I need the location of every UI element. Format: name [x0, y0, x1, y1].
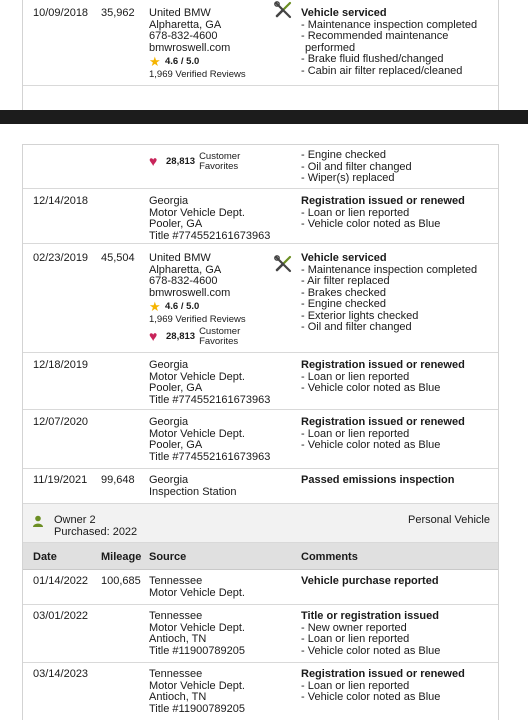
wrench-screwdriver-icon	[274, 255, 292, 273]
favorites-count: 28,813	[166, 330, 196, 342]
record-source	[149, 8, 246, 81]
record-comments	[301, 417, 465, 452]
favorites-label-line: Customer	[199, 325, 241, 337]
comment-line: - Air filter replaced	[301, 275, 390, 287]
source-line: Tennessee	[149, 610, 203, 622]
comment-line: - Loan or lien reported	[301, 206, 410, 219]
comment-line: - Vehicle color noted as Blue	[301, 691, 441, 703]
star-icon: ★	[149, 299, 161, 315]
source-line: Pooler, GA	[149, 439, 203, 451]
favorites-count: 28,813	[166, 156, 196, 168]
favorites-label	[199, 152, 240, 172]
header-date: Date	[33, 551, 57, 563]
source-line: Georgia	[149, 359, 189, 371]
comment-title: Vehicle purchase reported	[301, 575, 439, 587]
source-website-link[interactable]: bmwroswell.com	[149, 286, 231, 299]
owner-vehicle-type: Personal Vehicle	[408, 514, 490, 526]
record-comments	[301, 576, 439, 588]
record-comments	[301, 150, 412, 185]
screenshot-divider	[0, 110, 528, 124]
table-row	[23, 605, 498, 663]
record-date: 01/14/2022	[33, 575, 89, 587]
record-date: 02/23/2019	[33, 252, 89, 264]
record-date: 03/14/2023	[33, 668, 89, 680]
source-line: Pooler, GA	[149, 382, 203, 394]
source-name-link[interactable]: United BMW	[149, 252, 211, 264]
comment-title: Passed emissions inspection	[301, 474, 455, 486]
comment-title: Registration issued or renewed	[301, 359, 465, 371]
source-line: Alpharetta, GA	[149, 18, 222, 31]
source-rating[interactable]	[149, 300, 246, 314]
source-phone[interactable]: 678-832-4600	[149, 275, 218, 287]
history-panel	[22, 144, 499, 720]
comment-title: Vehicle serviced	[301, 7, 387, 19]
source-line: Inspection Station	[149, 485, 237, 498]
comment-line: performed	[305, 41, 356, 54]
comment-line: - Vehicle color noted as Blue	[301, 439, 441, 451]
record-date: 11/19/2021	[33, 474, 88, 486]
table-row	[23, 189, 498, 244]
comment-title: Registration issued or renewed	[301, 416, 465, 428]
comment-line: - Wiper(s) replaced	[301, 172, 395, 184]
heart-icon: ♥	[149, 327, 158, 344]
header-source: Source	[149, 551, 187, 563]
table-row	[23, 570, 498, 605]
comment-line: - Vehicle color noted as Blue	[301, 644, 441, 657]
record-source	[149, 611, 245, 657]
source-line: Tennessee	[149, 575, 203, 587]
person-icon	[32, 515, 44, 527]
table-row	[23, 145, 498, 189]
rating-value: 4.6 / 5.0	[165, 301, 200, 313]
source-line: Motor Vehicle Dept.	[149, 427, 245, 440]
owner-title: Owner 2	[54, 514, 96, 526]
record-source	[149, 669, 245, 715]
source-line: Antioch, TN	[149, 691, 207, 703]
record-source	[149, 417, 270, 463]
source-line: Georgia	[149, 416, 189, 428]
record-source	[149, 196, 270, 242]
source-line: Motor Vehicle Dept.	[149, 621, 245, 634]
comment-line: - Vehicle color noted as Blue	[301, 218, 441, 230]
record-date: 03/01/2022	[33, 610, 89, 622]
source-line: Title #774552161673963	[149, 450, 271, 463]
comment-title: Registration issued or renewed	[301, 195, 465, 207]
table-row	[23, 410, 498, 469]
heart-icon: ♥	[149, 153, 158, 170]
record-comments	[301, 475, 454, 487]
source-line: Title #774552161673963	[149, 393, 271, 406]
table-row	[23, 469, 498, 504]
comment-line: - Loan or lien reported	[301, 370, 410, 383]
source-line: Motor Vehicle Dept.	[149, 370, 245, 383]
favorites-label-line: Favorites	[199, 335, 239, 347]
record-mileage: 100,685	[101, 575, 141, 587]
comment-line: - Exterior lights checked	[301, 309, 419, 322]
comment-line: - Loan or lien reported	[301, 679, 410, 692]
table-header	[23, 543, 498, 570]
source-phone[interactable]: 678-832-4600	[149, 30, 218, 42]
favorites-label-line: Favorites	[199, 161, 239, 172]
record-date: 10/09/2018	[33, 7, 89, 19]
record-comments	[301, 196, 465, 231]
comment-line: - Vehicle color noted as Blue	[301, 382, 441, 394]
favorites-label	[199, 327, 240, 347]
table-row	[23, 663, 498, 720]
owner-purchased: Purchased: 2022	[54, 526, 138, 538]
source-line: Georgia	[149, 195, 189, 207]
record-comments	[301, 669, 465, 704]
history-panel-top	[22, 0, 499, 110]
comment-line: - Oil and filter changed	[301, 321, 412, 333]
record-comments	[301, 360, 465, 395]
record-comments	[301, 8, 477, 77]
table-row	[23, 353, 498, 410]
comment-title: Vehicle serviced	[301, 252, 387, 264]
comment-line: - Maintenance inspection completed	[301, 263, 478, 276]
comment-line: - Maintenance inspection completed	[301, 18, 478, 31]
comment-line: - Recommended maintenance	[301, 30, 449, 42]
table-row	[23, 0, 498, 86]
header-mileage: Mileage	[101, 551, 142, 563]
source-line: Motor Vehicle Dept.	[149, 586, 245, 599]
customer-favorites[interactable]	[149, 152, 240, 172]
comment-line: - Loan or lien reported	[301, 633, 410, 645]
comment-line: - Engine checked	[301, 298, 386, 310]
comment-title: Title or registration issued	[301, 610, 439, 622]
comment-line: - Engine checked	[301, 149, 386, 161]
source-line: Title #774552161673963	[149, 229, 271, 242]
verified-reviews: 1,969 Verified Reviews	[149, 314, 246, 325]
customer-favorites[interactable]	[149, 327, 246, 347]
owner-2-header	[23, 504, 498, 543]
comment-line: - Oil and filter changed	[301, 160, 412, 173]
record-source	[149, 576, 245, 599]
source-line: Tennessee	[149, 668, 203, 680]
source-website-link[interactable]: bmwroswell.com	[149, 41, 231, 54]
record-date: 12/14/2018	[33, 195, 89, 207]
comment-title: Registration issued or renewed	[301, 668, 465, 680]
record-date: 12/18/2019	[33, 359, 89, 371]
record-source	[149, 151, 240, 172]
source-line: Title #11900789205	[149, 644, 246, 657]
comment-line: - Brake fluid flushed/changed	[301, 53, 444, 65]
source-line: Pooler, GA	[149, 218, 203, 230]
source-line: Georgia	[149, 474, 189, 486]
star-icon: ★	[149, 54, 161, 70]
source-line: Antioch, TN	[149, 633, 207, 645]
comment-line: - Cabin air filter replaced/cleaned	[301, 64, 463, 77]
record-mileage: 99,648	[101, 474, 135, 486]
favorites-label-line: Customer	[199, 151, 241, 162]
rating-value: 4.6 / 5.0	[165, 56, 200, 68]
table-row	[23, 244, 498, 353]
record-comments	[301, 611, 440, 657]
record-source	[149, 475, 236, 498]
comment-line: - Brakes checked	[301, 286, 386, 299]
wrench-screwdriver-icon	[274, 1, 292, 19]
record-mileage: 35,962	[101, 7, 135, 19]
comment-line: - New owner reported	[301, 621, 407, 634]
source-line: Motor Vehicle Dept.	[149, 679, 245, 692]
record-mileage: 45,504	[101, 252, 135, 264]
source-rating[interactable]	[149, 55, 246, 69]
comment-line: - Loan or lien reported	[301, 427, 410, 440]
source-name-link[interactable]: United BMW	[149, 7, 211, 19]
source-line: Alpharetta, GA	[149, 263, 222, 276]
header-comments: Comments	[301, 551, 358, 563]
source-line: Motor Vehicle Dept.	[149, 206, 245, 219]
record-source	[149, 360, 270, 406]
record-source	[149, 253, 246, 347]
record-date: 12/07/2020	[33, 416, 89, 428]
record-comments	[301, 253, 477, 334]
source-line: Title #11900789205	[149, 702, 246, 715]
verified-reviews: 1,969 Verified Reviews	[149, 69, 246, 80]
